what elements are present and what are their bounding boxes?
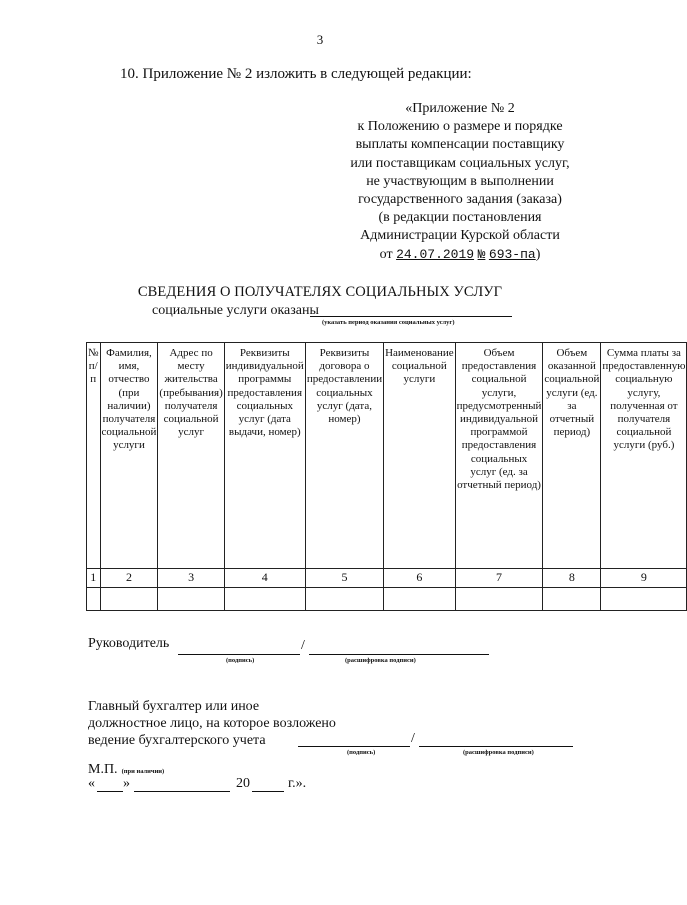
close-paren: ) — [535, 246, 541, 262]
accountant-line: Главный бухгалтер или иное — [88, 699, 260, 714]
appendix-line: к Положению о размере и порядке — [357, 119, 563, 135]
date-year-prefix: 20 — [236, 776, 250, 791]
accountant-decode-field[interactable] — [419, 746, 573, 747]
date-year-field[interactable] — [252, 791, 284, 792]
appendix-line: выплаты компенсации поставщику — [355, 137, 565, 153]
table-header-row — [87, 343, 687, 569]
date-day-field[interactable] — [97, 791, 123, 792]
document-title: СВЕДЕНИЯ О ПОЛУЧАТЕЛЯХ СОЦИАЛЬНЫХ УСЛУГ — [137, 284, 503, 300]
appendix-line: или поставщикам социальных услуг, — [350, 155, 570, 171]
column-header: Реквизиты договора о предоставлении социальных услуг (дата, номер) — [305, 343, 383, 569]
stamp-hint: (при наличии) — [121, 768, 165, 775]
appendix-line: (в редакции постановления — [378, 210, 542, 226]
number-sign: № — [477, 246, 486, 262]
column-number: 2 — [100, 569, 158, 588]
table-cell[interactable] — [87, 588, 101, 611]
appendix-line: не участвующим в выполнении — [366, 173, 554, 189]
appendix-line: государственного задания (заказа) — [358, 192, 562, 208]
column-number-row — [87, 569, 687, 588]
page-number: 3 — [316, 32, 324, 47]
services-period-hint: (указать период оказания социальных услуг) — [322, 319, 455, 326]
table-cell[interactable] — [543, 588, 601, 611]
director-decode-hint: (расшифровка подписи) — [345, 657, 416, 664]
column-header: Сумма платы за предоставленную социальную услугу, полученная от получателя социальной услуги (руб.) — [601, 343, 687, 569]
stamp-label: М.П. — [88, 762, 118, 777]
services-label: социальные услуги оказаны — [152, 303, 319, 318]
table-cell[interactable] — [455, 588, 543, 611]
column-number: 9 — [601, 569, 687, 588]
column-header: Объем предоставления социальной услуги, предусмотренный индивидуальной программой предоставления социальных услуг (ед. за отчетный период) — [455, 343, 543, 569]
table-cell[interactable] — [100, 588, 158, 611]
table-cell[interactable] — [601, 588, 687, 611]
column-number: 7 — [455, 569, 543, 588]
appendix-header — [310, 100, 610, 264]
column-header: Наименование социальной услуги — [384, 343, 456, 569]
column-number: 4 — [224, 569, 305, 588]
appendix-line: «Приложение № 2 — [405, 101, 515, 116]
date-month-field[interactable] — [134, 791, 230, 792]
table-cell[interactable] — [158, 588, 224, 611]
table-cell[interactable] — [305, 588, 383, 611]
date-year-suffix: г.». — [288, 776, 307, 791]
column-header: Адрес по месту жительства (пребывания) получателя социальной услуг — [158, 343, 224, 569]
recipients-table — [86, 342, 687, 611]
accountant-signature-field[interactable] — [298, 746, 410, 747]
column-header: Реквизиты индивидуальной программы предоставления социальных услуг (дата выдачи, номер) — [224, 343, 305, 569]
table-cell[interactable] — [384, 588, 456, 611]
accountant-decode-hint: (расшифровка подписи) — [463, 749, 534, 756]
column-number: 6 — [384, 569, 456, 588]
column-number: 5 — [305, 569, 383, 588]
resolution-ref — [310, 246, 610, 264]
appendix-line: Администрации Курской области — [360, 228, 560, 244]
column-header: № п/п — [87, 343, 101, 569]
column-header: Объем оказанной социальной услуги (ед. за отчетный период) — [543, 343, 601, 569]
director-signature-field[interactable] — [178, 654, 300, 655]
column-header: Фамилия, имя, отчество (при наличии) получателя социальной услуги — [100, 343, 158, 569]
table-row — [87, 588, 687, 611]
director-slash: / — [301, 638, 305, 653]
resolution-date: 24.07.2019 — [396, 246, 475, 262]
services-period-field[interactable] — [310, 316, 512, 317]
accountant-sign-hint: (подпись) — [347, 749, 376, 756]
item-10-heading: 10. Приложение № 2 изложить в следующей редакции: — [120, 66, 472, 82]
date-open-quote: « — [88, 776, 95, 791]
table-cell[interactable] — [224, 588, 305, 611]
accountant-line: ведение бухгалтерского учета — [88, 733, 266, 748]
director-decode-field[interactable] — [309, 654, 489, 655]
column-number: 3 — [158, 569, 224, 588]
from-label: от — [379, 246, 393, 262]
column-number: 8 — [543, 569, 601, 588]
director-label: Руководитель — [88, 636, 170, 651]
accountant-line: должностное лицо, на которое возложено — [88, 716, 336, 731]
column-number: 1 — [87, 569, 101, 588]
date-close-quote: » — [123, 776, 130, 791]
resolution-number: 693-па — [488, 246, 536, 262]
director-sign-hint: (подпись) — [226, 657, 255, 664]
accountant-slash: / — [411, 731, 415, 746]
